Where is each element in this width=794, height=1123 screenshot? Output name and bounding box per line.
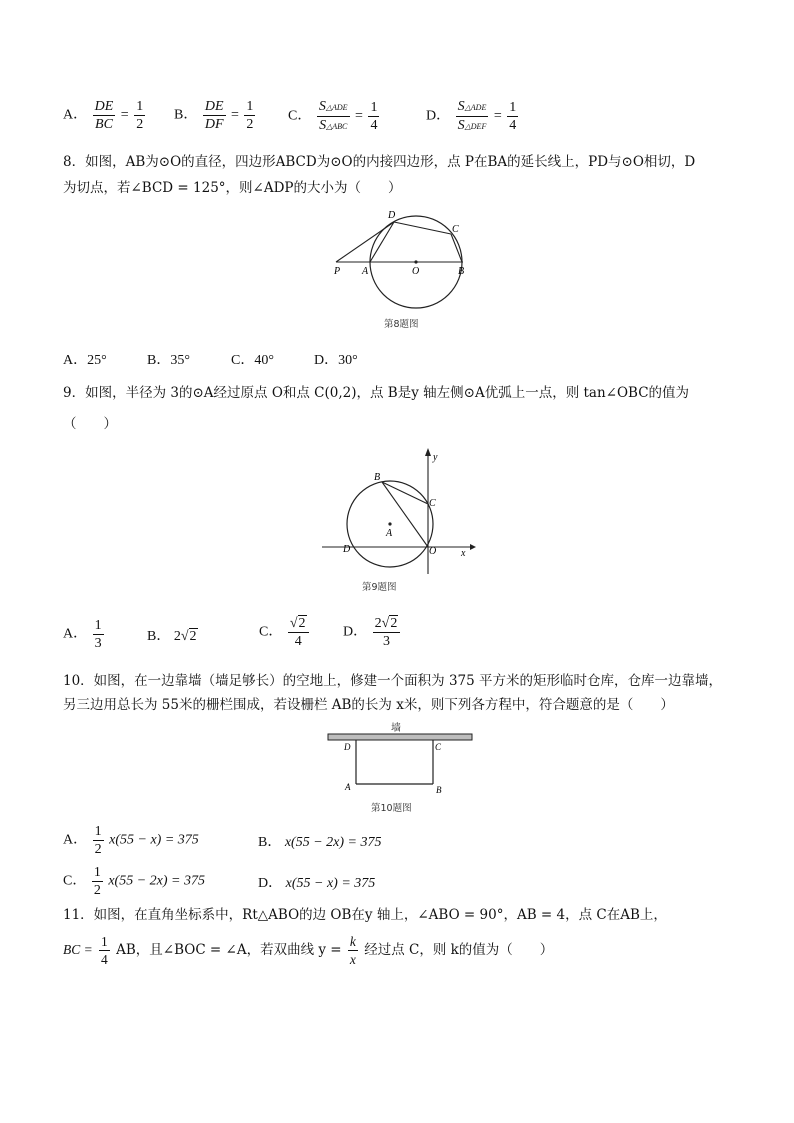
q8-stem-line2: 为切点，若∠BCD = 125°，则∠ADP的大小为（ ） <box>63 180 402 196</box>
q9-label-a: A <box>386 528 393 539</box>
q10-wall-label: 墙 <box>391 723 401 734</box>
q8-label-d: D <box>388 210 396 221</box>
q9-option-d: D． $\frac{2√2}{3}$ <box>343 615 402 650</box>
q7-option-b: B． $\frac{DE}{DF}$ = $\frac{1}{2}$ <box>174 99 254 132</box>
q11-stem-line1: 11．如图，在直角坐标系中，Rt△ABO的边 OB在y 轴上，∠ABO = 90°，AB = 4，点 C在AB上， <box>63 907 667 923</box>
q9-option-b: B． 2√2 <box>147 629 197 644</box>
q8-option-c: C．40° <box>231 353 274 368</box>
q10-label-b: B <box>436 785 442 795</box>
q8-option-a: A．25° <box>63 353 107 368</box>
q9-option-a: A． $\frac{1}{3}$ <box>63 618 102 651</box>
q9-caption: 第9题图 <box>362 582 397 593</box>
q10-stem-line2: 另三边用总长为 55米的栅栏围成，若设栅栏 AB的长为 x米，则下列各方程中，符合题意的是（ ） <box>63 697 674 713</box>
q9-label-y: y <box>433 452 438 463</box>
q8-stem-line1: 8．如图，AB为⊙O的直径，四边形ABCD为⊙O的内接四边形，点 P在BA的延长线上，PD与⊙O相切，D <box>63 154 696 170</box>
q8-label-o: O <box>412 266 420 277</box>
q8-label-a: A <box>362 266 369 277</box>
q10-option-b: B． x(55 − 2x) = 375 <box>258 835 382 850</box>
q10-figure <box>325 720 475 820</box>
q9-stem-line2: （ ） <box>63 416 117 432</box>
q7-option-c: C． $\frac{\text{S△ADE}}{\text{S△ABC}}$ = $\frac{1}{4}$ <box>288 99 378 133</box>
q7-option-d: D． $\frac{\text{S△ADE}}{\text{S△DEF}}$ = $\frac{1}{4}$ <box>426 99 517 133</box>
q11-stem-line2: BC = $\frac{1}{4}$ AB，且∠BOC = ∠A，若双曲线 y = $\frac{k}{x}$ 经过点 C，则 k的值为（ ） <box>63 934 554 967</box>
q10-label-c: C <box>435 742 442 752</box>
q8-figure <box>326 208 486 338</box>
q8-option-d: D．30° <box>314 353 358 368</box>
q9-label-o: O <box>429 546 437 557</box>
q9-label-d: D <box>343 544 351 555</box>
q9-option-c: C． $\frac{√2}{4}$ <box>259 615 311 650</box>
q8-option-b: B．35° <box>147 353 190 368</box>
q7-option-a: A． $\frac{DE}{BC}$ = $\frac{1}{2}$ <box>63 99 144 132</box>
q8-label-b: B <box>458 266 465 277</box>
q8-caption: 第8题图 <box>384 319 419 330</box>
q10-option-c: C． $\frac{1}{2}$ x(55 − 2x) = 375 <box>63 865 205 898</box>
q10-label-d: D <box>344 742 351 752</box>
q9-stem-line1: 9．如图，半径为 3的⊙A经过原点 O和点 C(0,2)，点 B是y 轴左侧⊙A优弧上一点，则 tan∠OBC的值为 <box>63 385 690 401</box>
q10-option-d: D． x(55 − x) = 375 <box>258 876 376 891</box>
q10-option-a: A． $\frac{1}{2}$ x(55 − x) = 375 <box>63 824 199 857</box>
q10-caption: 第10题图 <box>371 803 412 814</box>
q8-label-c: C <box>452 224 459 235</box>
q10-label-a: A <box>345 782 351 792</box>
q10-stem-line1: 10．如图，在一边靠墙（墙足够长）的空地上，修建一个面积为 375 平方米的矩形临时仓库，仓库一边靠墙， <box>63 673 723 689</box>
q9-label-b: B <box>374 472 381 483</box>
q9-figure <box>322 446 482 596</box>
q8-label-p: P <box>334 266 341 277</box>
q9-label-c: C <box>429 498 436 509</box>
q9-label-x: x <box>461 548 466 559</box>
